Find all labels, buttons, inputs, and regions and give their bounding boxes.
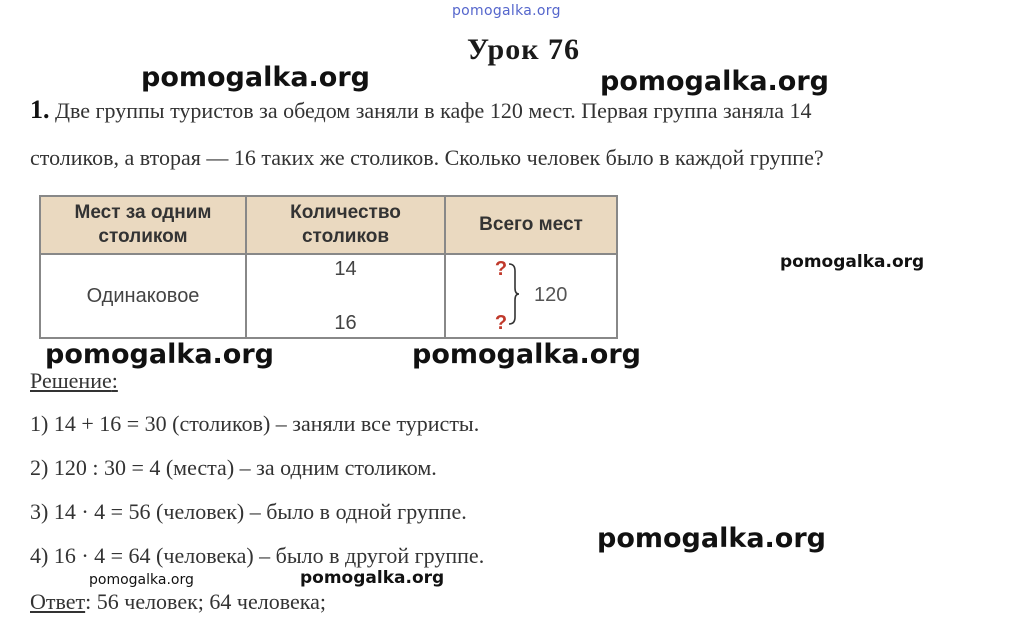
answer-label: Ответ: [30, 589, 86, 614]
unknown-first: ?: [494, 258, 508, 280]
watermark: pomogalka.org: [89, 572, 194, 588]
answer-text: : 56 человек; 64 человека;: [85, 589, 326, 614]
solution-step-3: 3) 14 · 4 = 56 (человек) – было в одной группе.: [30, 499, 467, 524]
header-seats-per-table: Мест за одним столиком: [40, 196, 246, 254]
unknown-second: ?: [494, 312, 508, 334]
data-table: [39, 195, 618, 339]
solution-heading: Решение:: [30, 368, 118, 393]
task-number: 1.: [30, 95, 50, 124]
watermark-top: pomogalka.org: [452, 3, 561, 19]
solution-step-2: 2) 120 : 30 = 4 (места) – за одним столиком.: [30, 455, 437, 480]
page-title: Урок 76: [467, 33, 581, 66]
task-text-1: Две группы туристов за обедом заняли в кафе 120 мест. Первая группа заняла 14: [55, 98, 812, 123]
watermark: pomogalka.org: [45, 339, 274, 370]
total-cell: [445, 254, 617, 338]
watermark: pomogalka.org: [597, 523, 826, 554]
task-line-2: столиков, а вторая — 16 таких же столиков. Сколько человек было в каждой группе?: [30, 145, 824, 170]
count-first: 14: [334, 258, 357, 280]
watermark: pomogalka.org: [600, 66, 829, 97]
watermark: pomogalka.org: [780, 252, 925, 272]
header-table-count: Количество столиков: [246, 196, 445, 254]
solution-step-4: 4) 16 · 4 = 64 (человека) – было в другой группе.: [30, 543, 485, 568]
answer-line: [30, 589, 326, 615]
total-value: 120: [534, 284, 568, 306]
count-second: 16: [334, 312, 357, 334]
watermark: pomogalka.org: [412, 339, 641, 370]
watermark: pomogalka.org: [300, 568, 445, 588]
task-line-1: [30, 95, 812, 125]
solution-step-1: 1) 14 + 16 = 30 (столиков) – заняли все туристы.: [30, 411, 480, 436]
header-total-seats: Всего мест: [445, 196, 617, 254]
curly-brace-icon: [508, 263, 520, 325]
watermark: pomogalka.org: [141, 62, 370, 93]
row-label: Одинаковое: [40, 254, 246, 338]
